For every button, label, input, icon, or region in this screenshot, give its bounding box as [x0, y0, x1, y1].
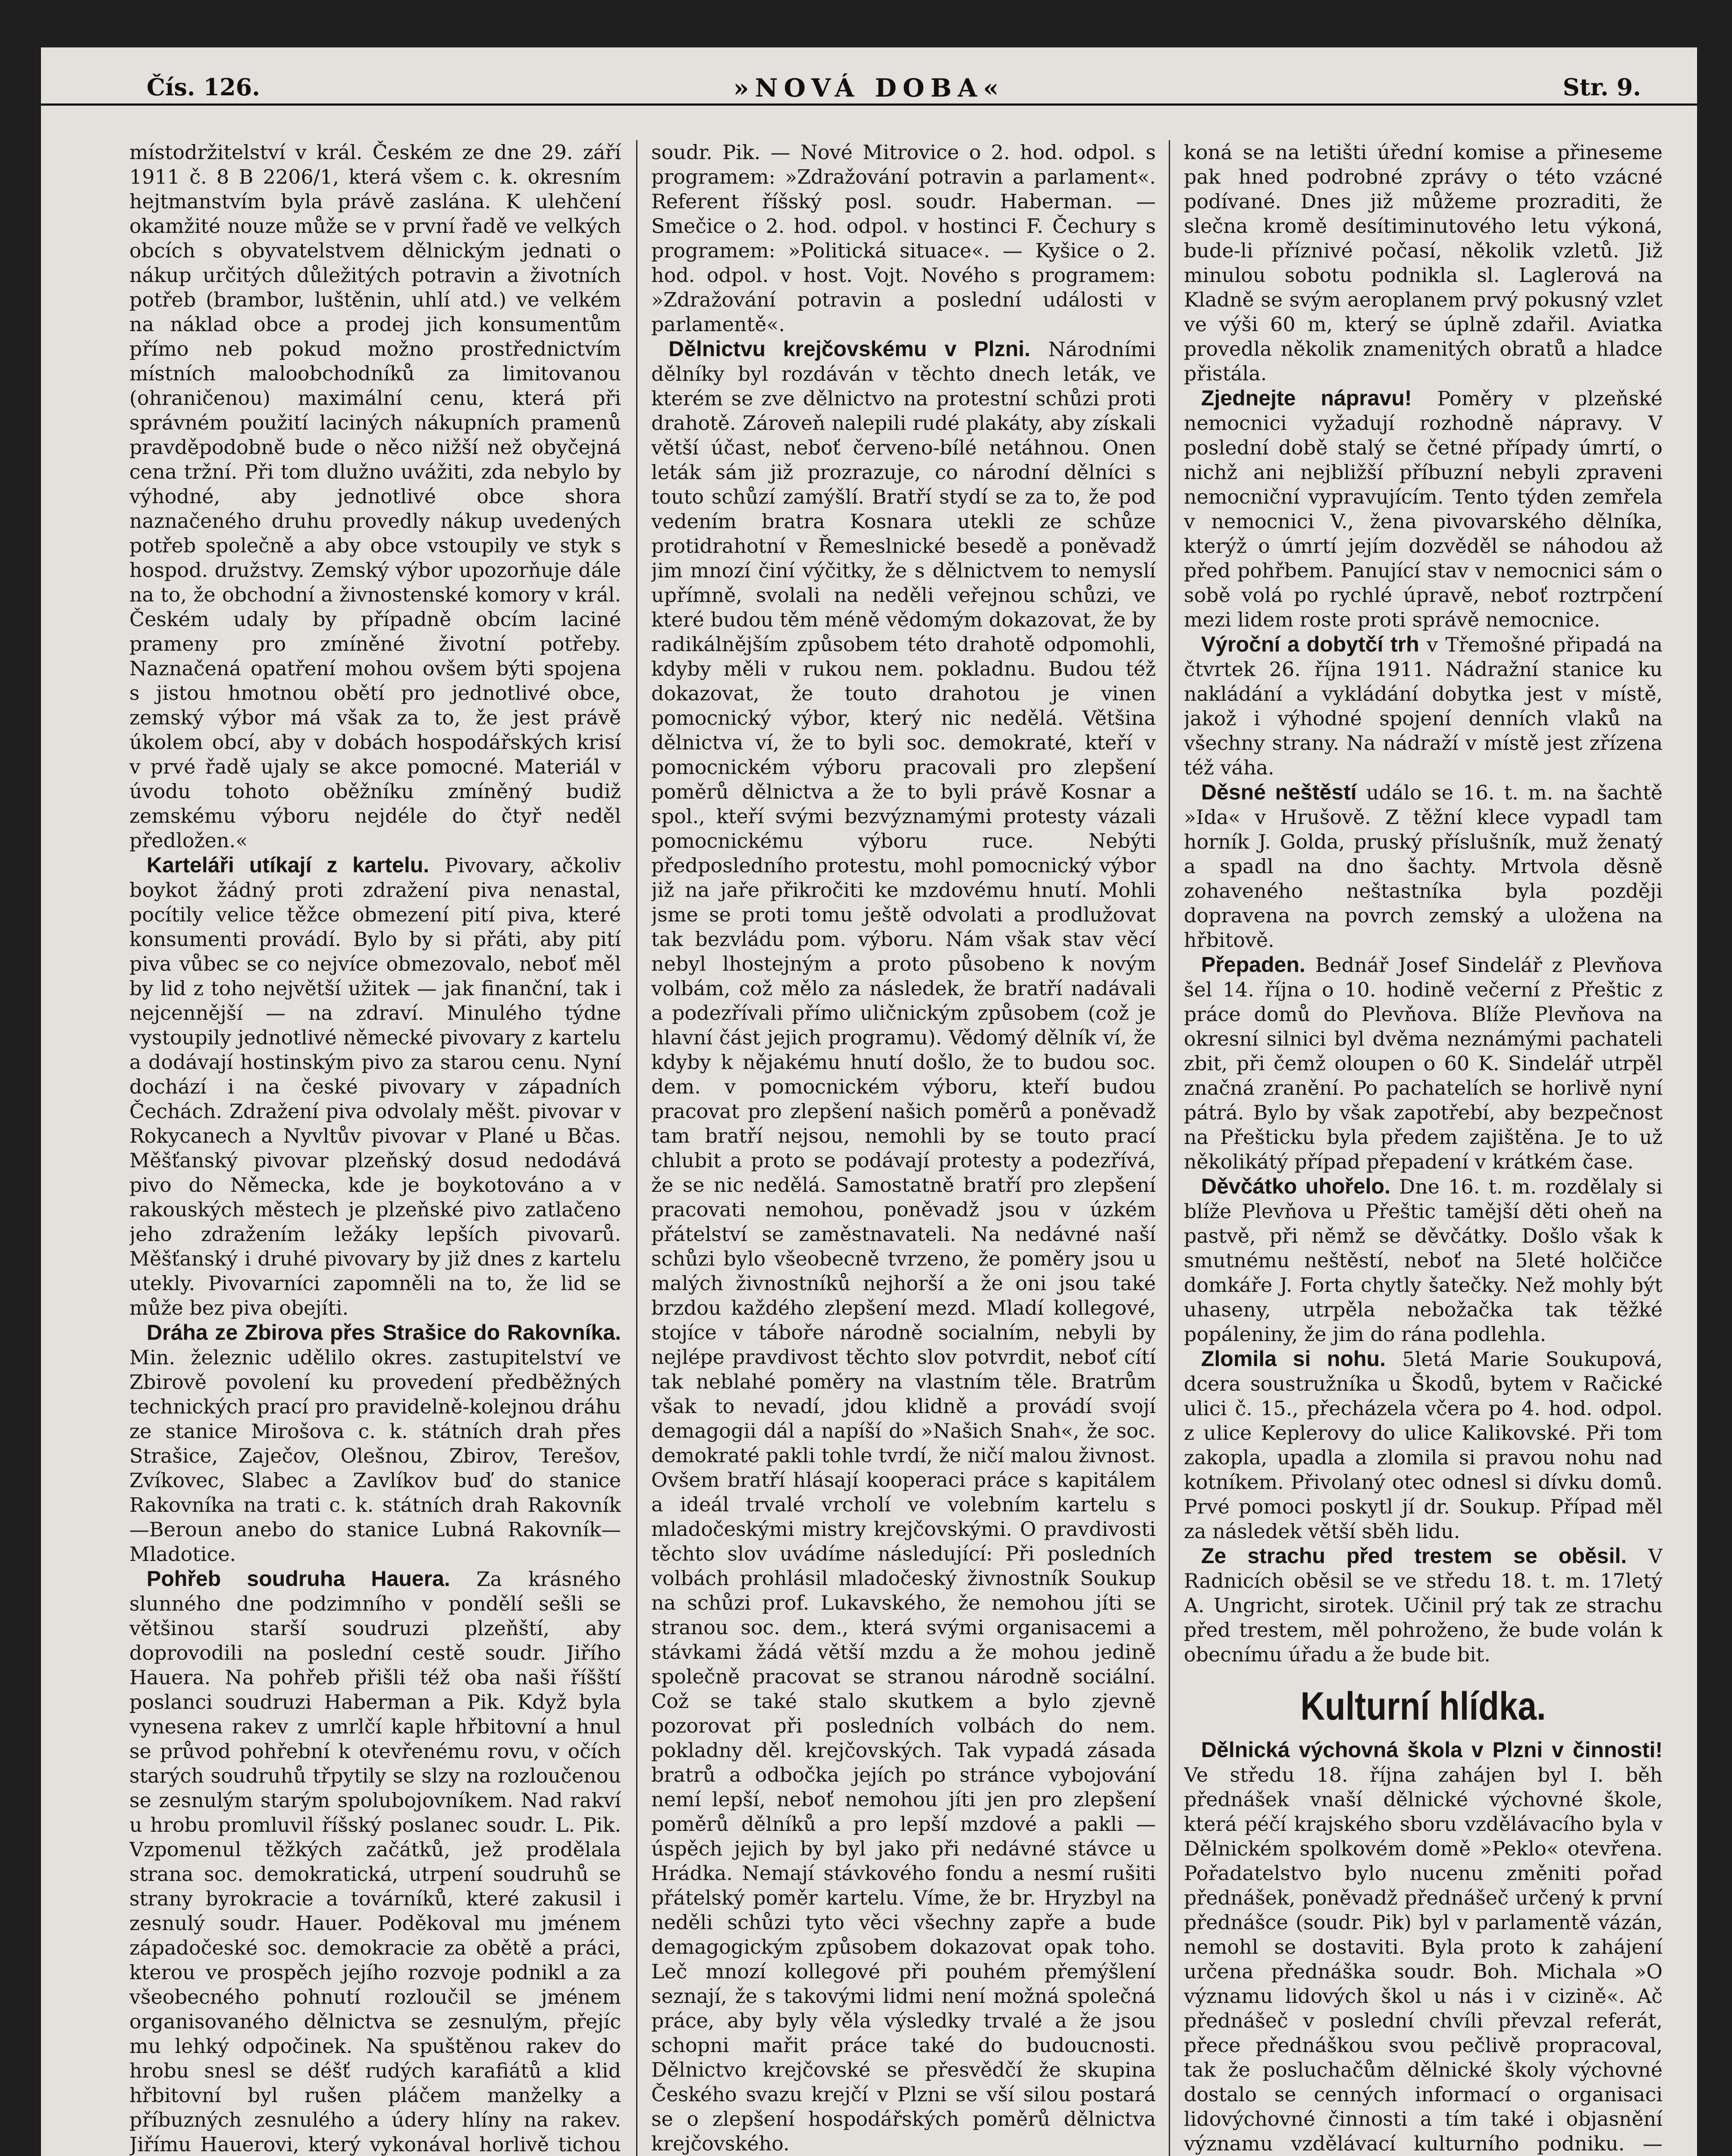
column-2 [651, 140, 1156, 2156]
article-text: Bednář Josef Sindelář z Plevňova šel 14. října o 10. hodině večerní z Přeštic z práce domů do Plevňova. Blíže Plevňova na okresní silnici byl dvěma neznámými pachateli zbit, při čemž oloupen o 60 K. Sindelář utrpěl značná zranění. Po pachatelích se horlivě nyní pátrá. Bylo by však zapotřebí, aby bezpečnost na Přešticku byla předem zajištěna. Je to už několikátý případ přepadení v krátkém čase. [1184, 953, 1663, 1173]
article-paragraph: místodržitelství v král. Českém ze dne 29. září 1911 č. 8 B 2206/1, která všem c. k. okresním hejtmanstvím byla právě zaslána. K ulehčení okamžité nouze může se v první řadě ve velkých obcích s obyvatelstvem dělnickým jednati o nákup určitých důležitých potravin a životních potřeb (brambor, luštěnin, uhlí atd.) ve velkém na náklad obce a prodej jich konsumentům přímo neb pokud možno prostřednictvím místních maloobchodníků za limitovanou (ohraničenou) maximální cenu, která při správném použití laciných nákupních pramenů pravděpodobně bude o něco nižší než obyčejná cena tržní. Při tom dlužno uvážiti, zda nebylo by výhodné, aby jednotlivé obce shora naznačeného druhu provedly nákup uvedených potřeb společně a aby obce vstoupily ve styk s hospod. družstvy. Zemský výbor upozorňuje dále na to, že obchodní a živnostenské komory v král. Českém udaly by případně obcím laciné prameny pro zmíněné životní potřeby. Naznačená opatření mohou ovšem býti spojena s jistou hmotnou obětí pro jednotlivé obce, zemský výbor má však za to, že jest právě úkolem obcí, aby v dobách hospodářských krisí v prvé řadě ujaly se akce pomocné. Materiál v úvodu tohoto oběžníku zmíněný budiž zemskému výboru nejdéle do čtyř neděl předložen.« [129, 141, 621, 852]
article-paragraph [651, 337, 1156, 2156]
article-paragraph [129, 853, 621, 1320]
column-divider [636, 140, 637, 2156]
article-heading: Dráha ze Zbirova přes Strašice do Rakovníka. [147, 1320, 621, 1344]
article-paragraph [129, 1567, 621, 2156]
article-heading: Přepaden. [1201, 953, 1305, 977]
article-text: událo se 16. t. m. na šachtě »Ida« v Hrušově. Z těžní klece vypadl tam horník J. Golda, pruský příslušník, muž ženatý a spadl na dno šachty. Mrtvola děsně zohaveného neštastníka byla později dopravena na povrch zemský a uložena na hřbitově. [1184, 781, 1663, 952]
article-heading: Ze strachu před trestem se oběsil. [1201, 1544, 1627, 1568]
article-paragraph: soudr. Pik. — Nové Mitrovice o 2. hod. odpol. s programem: »Zdražování potravin a parlament«. Referent říšský posl. soudr. Haberman. — Smečice o 2. hod. odpol. v hostinci F. Čechury s programem: »Politická situace«. — Kyšice o 2. hod. odpol. v host. Vojt. Nového s programem: »Zdražování potravin a poslední události v parlamentě«. [651, 141, 1156, 336]
article-paragraph [1184, 780, 1663, 953]
article-heading: Dělnická výchovná škola v Plzni v činnosti! [1201, 1738, 1663, 1762]
article-text: Poměry v plzeňské nemocnici vyžadují rozhodně nápravy. V poslední době stalý se četné případy úmrtí, o nichž ani nejbližší příbuzní nebyli zpraveni nemocniční vypravujícím. Tento týden zemřela v nemocnici V., žena pivovarského dělníka, kterýž o úmrtí jejím dozvěděl se náhodou až před pohřbem. Panující stav v nemocnici sám o sobě volá po rychlé úpravě, neboť roztrpčení mezi lidem roste proti správě nemocnice. [1184, 387, 1663, 631]
article-text: Za krásného slunného dne podzimního v pondělí sešli se většinou starší soudruzi plzeňští, aby doprovodili na poslední cestě soudr. Jiřího Hauera. Na pohřeb přišli též oba naši říšští poslanci soudruzi Haberman a Pik. Když byla vynesena rakev z umrlčí kaple hřbitovní a hnul se průvod pohřební k otevřenému rovu, v očích starých soudruhů třpytily se slzy na rozloučenou se zesnulým starým spolubojovníkem. Nad rakví u hrobu promluvil říšský poslanec soudr. L. Pik. Vzpomenul těžkých začátků, jež prodělala strana soc. demokratická, utrpení soudruhů se strany byrokracie a továrníků, které zakusil i zesnulý soudr. Hauer. Poděkoval mu jménem západočeské soc. demokracie za obětě a práci, kterou ve prospěch jejího rozvoje podnikl a za všeobecného pohnutí rozloučil se jménem organisovaného dělnictva se zesnulým, přejíc mu lehký odpočinek. Na spuštěnou rakev do hrobu snesl se déšť rudých karafiátů a klid hřbitovní byl rušen pláčem manželky a příbuzných zesnulého a údery hlíny na rakev. Jiřímu Hauerovi, který vykonával horlivě tichou [129, 1567, 621, 2156]
article-text: Min. železnic udělilo okres. zastupitelství ve Zbirově povolení ku provedení předběžných technických prací pro pravidelně-kolejnou dráhu ze stanice Mirošova c. k. státních drah přes Strašice, Zaječov, Olešnou, Zbirov, Terešov, Zvíkovec, Slabec a Zavlíkov buď do stanice Rakovníka na trati c. k. státních drah Rakovník—Beroun anebo do stanice Lubná Rakovník—Mladotice. [129, 1346, 621, 1566]
article-heading: Výroční a dobytčí trh [1201, 632, 1419, 656]
column-1 [129, 140, 621, 2156]
article-paragraph [1184, 1347, 1663, 1544]
article-text: 5letá Marie Soukupová, dcera soustružníka u Škodů, bytem v Račické ulici č. 15., přecházela včera po 4. hod. odpol. z ulice Keplerovy do ulice Kalikovské. Při tom zakopla, upadla a zlomila si pravou nohu nad kotníkem. Přivolaný otec odnesl si dívku domů. Prvé pomoci poskytl jí dr. Soukup. Případ měl za následek větší sběh lidu. [1184, 1348, 1663, 1543]
newspaper-page [41, 47, 1697, 2156]
article-paragraph [1184, 632, 1663, 780]
issue-number: Čís. 126. [147, 73, 260, 101]
article-text: v Třemošné připadá na čtvrtek 26. října 1911. Nádražní stanice ku nakládání a vykládání dobytka jest v místě, jakož i výhodné spojení denních vlaků na všechny strany. Na nádraží v místě jest zřízena též váha. [1184, 633, 1663, 779]
article-paragraph [1184, 1738, 1663, 2156]
article-heading: Zjednejte nápravu! [1201, 386, 1412, 410]
section-heading-culture: Kulturní hlídka. [1300, 1684, 1546, 1728]
masthead-title: »NOVÁ DOBA« [733, 73, 1005, 103]
article-text: Pivovary, ačkoliv boykot žádný proti zdražení piva nenastal, pocítily velice těžce obmezení pití piva, které konsumenti provádí. Bylo by si přáti, aby pití piva vůbec se co nejvíce obmezovalo, neboť měl by lid z toho největší užitek — jak finanční, tak i nejcennější — na zdraví. Minulého týdne vystoupily jednotlivé německé pivovary z kartelu a dodávají hostinským pivo za starou cenu. Nyní dochází i na české pivovary v západních Čechách. Zdražení piva odvolaly měšt. pivovar v Rokycanech a Nyvltův pivovar v Plané u Bčas. Měšťanský pivovar plzeňský dosud nedodává pivo do Německa, kde je boykotováno a v rakouských městech je plzeňské pivo zatlačeno jeho zdražením ležáky lepších pivovarů. Měšťanský i druhé pivovary by již dnes z kartelu utekly. Pivovarníci zapomněli na to, že lid se může bez piva obejíti. [129, 854, 621, 1319]
article-paragraph: koná se na letišti úřední komise a přineseme pak hned podrobné zprávy o této vzácné podívané. Dnes již můžeme prozraditi, že slečna kromě desítiminutového letu výkoná, bude-li příznivé počasí, několik vzletů. Již minulou sobotu podnikla sl. Laglerová na Kladně se svým aeroplanem prvý pokusný vzlet ve výši 60 m, který se úplně zdařil. Aviatka provedla několik znamenitých obratů a hladce přistála. [1184, 141, 1663, 385]
article-text: Národními dělníky byl rozdáván v těchto dnech leták, ve kterém se zve dělnictvo na protestní schůzi proti drahotě. Zároveň nalepili rudé plakáty, aby získali větší účast, neboť červeno-bílé netáhnou. Onen leták sám již prozrazuje, co národní dělníci s touto schůzí zamýšlí. Bratří stydí se za to, že pod vedením bratra Kosnara utekli ze schůze protidrahotní v Řemeslnické besedě a poněvadž jim mnozí činí výčitky, že s dělnictvem to nemyslí upřímně, svolali na neděli veřejnou schůzi, ve které budou těm méně vědomým dokazovat, že by radikálnějším způsobem této drahotě odpomohli, kdyby měli v rukou nem. pokladnu. Budou též dokazovat, že touto drahotou je vinen pomocnický výbor, který nic nedělá. Většina dělnictva ví, že to byli soc. demokraté, kteří v pomocnickém výboru pracovali pro zlepšení poměrů dělnictva a že to byli právě Kosnar a spol., kteří svými bezvýznamými protesty vázali pomocnickému výboru ruce. Nebýti předposledního protestu, mohl pomocnický výbor již na jaře přikročiti ke mzdovému hnutí. Mohli jsme se proti tomu ještě odvolati a prodlužovat tak bezvládu pom. výboru. Nám však stav věcí nebyl lhostejným a proto působeno k novým volbám, což mělo za následek, že bratří nadávali a podezřívali přímo uličnickým způsobem (což je hlavní část jejich programu). Vědomý dělník ví, že kdyby k nějakému hnutí došlo, že to budou soc. dem. v pomocnickém výboru, kteří budou pracovat pro zlepšení našich poměrů a poněvadž tam bratří nejsou, nemohli by se touto prací chlubit a proto se podávají protesty a podezřívá, že se nic nedělá. Samostatně bratří pro zlepšení pracovati nemohou, poněvadž jsou v úzkém přátelství se zaměstnavateli. Na nedávné naší schůzi bylo všeobecně tvrzeno, že poměry jsou u malých živnostníků nejhorší a že oni jsou také brzdou každého zlepšení mezd. Mladí kollegové, stojíce v táboře národně socialním, nebyli by nejlépe pravdivost těchto slov potvrdit, neboť cítí tak neblahé poměry na vlastním těle. Bratrům však to nevadí, jdou klidně a provádí svojí demagogii dál a napíší do »Našich Snah«, že soc. demokraté pakli tohle tvrdí, že ničí malou živnost. Ovšem bratří hlásají kooperaci práce s kapitálem a ideál trvalé vrcholí ve volebním kartelu s mladočeskými mistry krejčovskými. O pravdivosti těchto slov uvádíme následující: Při posledních volbách prohlásil mladočeský živnostník Soukup na schůzi prof. Lukavského, že nemohou jíti se stranou soc. dem., která svými organisacemi a stávkami žádá větší mzdu a že mohou jedině společně pracovat se stranou národně sociální. Což se také stalo skutkem a bylo zjevně pozorovat při posledních volbách do nem. pokladny děl. krejčovských. Tak vypadá zásada bratrů a odbočka jejích po stránce vybojování nemí lepší, neboť nemohou jíti jen pro zlepšení poměrů dělníků a pro lepší mzdové a pakli — úspěch jejich by byl jako při nedávné stávce u Hrádka. Nemají stávkového fondu a nesmí rušiti přátelský poměr kartelu. Víme, že br. Hryzbyl na neděli schůzi tyto věci všechny zapře a bude demagogickým způsobem dokazovat opak toho. Leč mnozí kollegové při pouhém přemýšlení seznají, že s takovými lidmi není možná společná práce, aby byly věla výsledky trvalé a že jsou schopni mařit práce také do budoucnosti. Dělnictvo krejčovské se přesvědčí že skupina Českého svazu krejčí v Plzni se vší silou postará se o zlepšení hospodářských poměrů dělnictva krejčovského. [651, 338, 1156, 2155]
page-header [41, 47, 1697, 106]
article-paragraph [1184, 1174, 1663, 1347]
column-divider [1169, 140, 1170, 2156]
column-3 [1184, 140, 1663, 2156]
article-heading: Děvčátko uhořelo. [1201, 1174, 1390, 1198]
article-text: Dne 16. t. m. rozdělaly si blíže Plevňova u Přeštic tamější děti oheň na pastvě, při němž se děvčátky. Došlo však k smutnému neštěstí, neboť na 5leté holčičce domkáře J. Forta chytly šatečky. Než mohly být uhaseny, utrpěla nebožačka tak těžké popáleniny, že jim do rána podlehla. [1184, 1175, 1663, 1346]
article-heading: Dělnictvu krejčovskému v Plzni. [668, 337, 1031, 361]
article-paragraph [1184, 1544, 1663, 1667]
article-text: Ve středu 18. října zahájen byl I. běh přednášek vnaší dělnické výchovné škole, která péčí krajského sboru vzdělávacího byla v Dělnickém spolkovém domě »Peklo« otevřena. Pořadatelstvo bylo nucenu změniti pořad přednášek, poněvadž přednášeč určený k první přednášce (soudr. Pik) byl v parlamentě vázán, nemohl se dostaviti. Byla proto k zahájení určena přednáška soudr. Boh. Michala »O významu lidových škol u nás i v cizině«. Ač přednášeč v poslední chvíli převzal referát, přece přednáškou svou pečlivě propracoval, tak že posluchačům dělnické školy výchovné dostalo se cenných informací o organisaci lidovýchovné činnosti a tím také i objasnění významu vzdělávací kulturního podniku. — [1184, 1763, 1663, 2155]
page-number: Str. 9. [1563, 73, 1641, 101]
article-heading: Karteláři utíkají z kartelu. [147, 853, 430, 877]
article-heading: Pohřeb soudruha Hauera. [147, 1567, 450, 1591]
article-heading: Děsné neštěstí [1201, 780, 1357, 804]
article-text: V Radnicích oběsil se ve středu 18. t. m. 17letý A. Ungricht, sirotek. Učinil prý tak ze strachu před trestem, měl pohroženo, že bude volán k obecnímu úřadu a že bude bit. [1184, 1545, 1663, 1666]
article-paragraph [1184, 953, 1663, 1174]
article-heading: Zlomila si nohu. [1201, 1347, 1386, 1371]
article-paragraph [1184, 386, 1663, 632]
article-paragraph [129, 1320, 621, 1567]
